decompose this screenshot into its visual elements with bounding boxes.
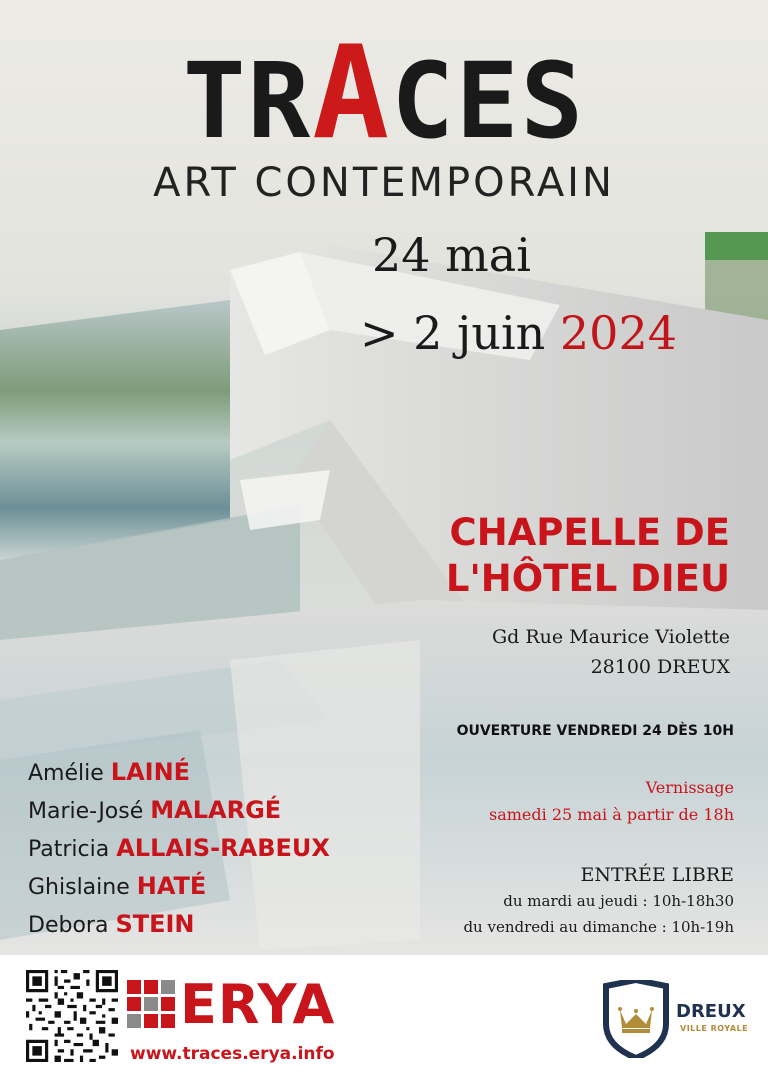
- dreux-wordmark: DREUX: [676, 1001, 746, 1022]
- title-part-2: CES: [391, 40, 586, 162]
- erya-logo-icon: [127, 980, 175, 1028]
- title-accent-letter: A: [312, 19, 392, 168]
- entry-hours-2: du vendredi au dimanche : 10h-19h: [463, 918, 734, 936]
- website-link[interactable]: www.traces.erya.info: [130, 1044, 335, 1064]
- poster-subtitle: ART CONTEMPORAIN: [153, 160, 615, 206]
- opening-info: OUVERTURE VENDREDI 24 DÈS 10H: [456, 723, 734, 739]
- date-end-day: > 2 juin: [360, 306, 546, 360]
- address-street: Gd Rue Maurice Violette: [491, 626, 730, 648]
- poster-title: [0, 19, 768, 168]
- artist-last-name: HATÉ: [136, 872, 207, 900]
- artist-last-name: STEIN: [115, 910, 195, 938]
- address-city: 28100 DREUX: [590, 656, 730, 678]
- artist-last-name: LAINÉ: [110, 758, 191, 786]
- entry-hours-1: du mardi au jeudi : 10h-18h30: [503, 892, 734, 910]
- erya-wordmark: ERYA: [180, 973, 336, 1036]
- entry-label: ENTRÉE LIBRE: [580, 864, 734, 886]
- venue-line-2: L'HÔTEL DIEU: [445, 557, 730, 600]
- artist-first-name: Debora: [28, 913, 109, 938]
- artist-first-name: Marie-José: [28, 799, 144, 824]
- venue-line-1: CHAPELLE DE: [449, 511, 730, 554]
- date-start: 24 mai: [372, 228, 531, 282]
- artist-first-name: Patricia: [28, 837, 110, 862]
- entry-info: [463, 862, 734, 940]
- artist-list: [28, 754, 330, 944]
- dreux-tagline: VILLE ROYALE: [680, 1024, 749, 1033]
- artist-item: [28, 830, 330, 868]
- artist-item: [28, 906, 330, 944]
- artist-item: [28, 868, 330, 906]
- venue-name: [446, 510, 730, 602]
- artist-item: [28, 754, 330, 792]
- vernissage-detail: samedi 25 mai à partir de 18h: [489, 805, 734, 824]
- dreux-shield-icon: [600, 980, 672, 1058]
- artist-first-name: Amélie: [28, 761, 104, 786]
- artist-item: [28, 792, 330, 830]
- date-end-year: 2024: [559, 306, 677, 360]
- qr-code-icon[interactable]: [26, 970, 118, 1062]
- date-end: [360, 306, 677, 360]
- artist-first-name: Ghislaine: [28, 875, 130, 900]
- venue-address: [492, 622, 730, 682]
- artist-last-name: MALARGÉ: [150, 796, 282, 824]
- vernissage-info: [489, 774, 734, 828]
- vernissage-label: Vernissage: [645, 778, 734, 797]
- title-part-1: TR: [182, 40, 313, 162]
- artist-last-name: ALLAIS-RABEUX: [116, 834, 330, 862]
